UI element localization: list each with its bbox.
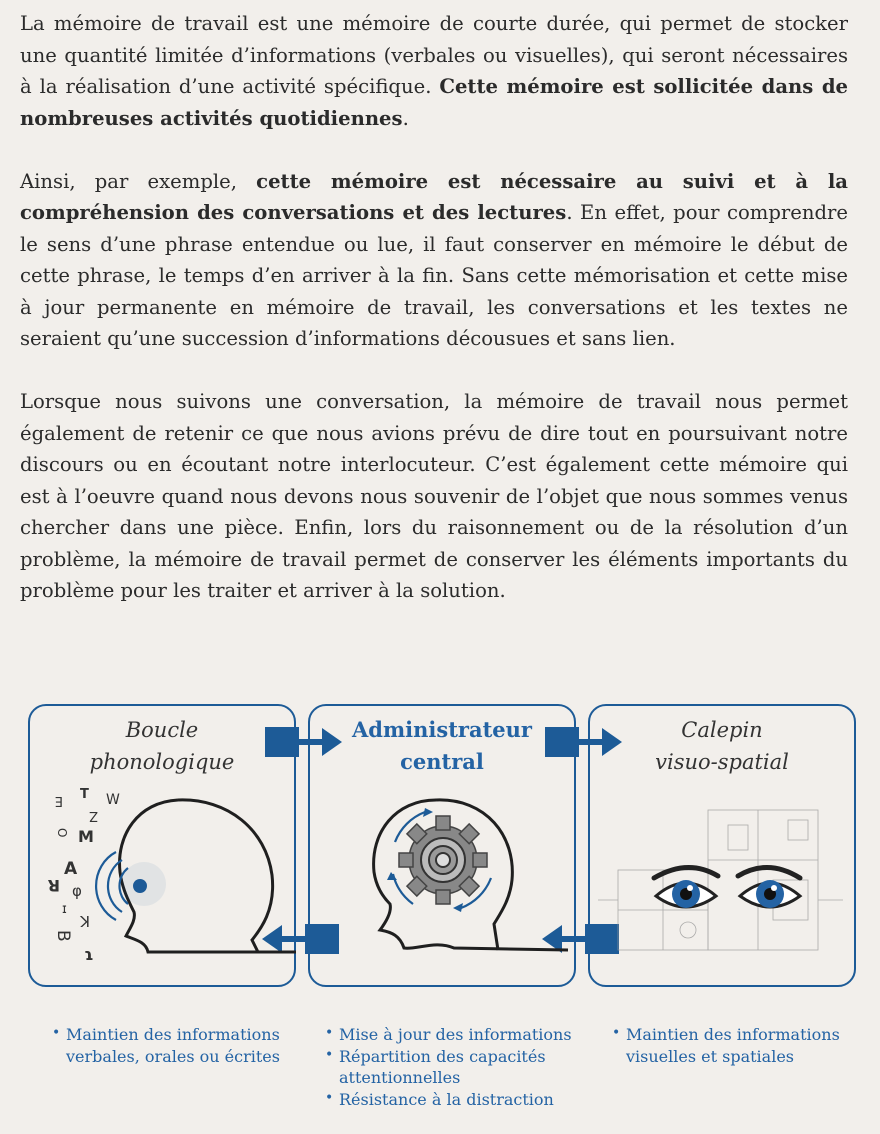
letter-k: K bbox=[80, 912, 90, 930]
letter-r: R bbox=[47, 876, 60, 895]
head-gear-icon bbox=[308, 780, 576, 980]
bullets-phonological-loop bbox=[52, 1024, 292, 1067]
list-item: • Résistance à la distraction bbox=[325, 1089, 575, 1111]
list-item: • Mise à jour des informations bbox=[325, 1024, 575, 1046]
panel-title: Boucle phonologique bbox=[89, 718, 235, 774]
panel-title: Calepin visuo-spatial bbox=[655, 718, 789, 774]
right-eye bbox=[740, 880, 800, 908]
letter-phi: φ bbox=[72, 882, 82, 900]
eyes-blueprint-icon bbox=[588, 780, 856, 980]
letter-z: Z bbox=[89, 808, 98, 823]
list-item: • Répartition des capacités attentionnelles bbox=[325, 1046, 575, 1089]
letter-w: W bbox=[106, 792, 120, 808]
list-item: • Maintien des informations verbales, orales ou écrites bbox=[52, 1024, 292, 1067]
paragraph-2: Ainsi, par exemple, cette mémoire est nécessaire au suivi et à la compréhension des conversations et des lectures. En effet, pour comprendre le sens d’une phrase entendue ou lue, il faut conserver en mémoire le début de cette phrase, le temps d’en arriver à la fin. Sans cette mémorisation et cette mise à jour permanente en mémoire de travail, les conversations et les textes ne seraient qu’une succession d’informations décousues et sans lien. bbox=[20, 169, 848, 350]
letter-t: T bbox=[80, 787, 89, 802]
letter-a: A bbox=[64, 859, 78, 879]
letter-o: O bbox=[55, 828, 69, 838]
left-eye bbox=[656, 880, 716, 908]
article-text bbox=[20, 8, 848, 638]
letter-j: ɿ bbox=[84, 945, 94, 964]
paragraph-3: Lorsque nous suivons une conversation, la mémoire de travail nous permet également de retenir ce que nous avions prévu de dire tout en poursuivant notre discours ou en écoutant notre interlocuteur. C’est également cette mémoire qui est à l’oeuvre quand nous devons nous souvenir de l’objet que nous sommes venus chercher dans une pièce. Enfin, lors du raisonnement ou de la résolution d’un problème, la mémoire de travail permet de conserver les éléments importants du problème pour les traiter et arriver à la solution. bbox=[20, 390, 848, 602]
letter-e: E bbox=[54, 793, 63, 808]
panel-title: Administrateur central bbox=[351, 717, 532, 774]
head-listening-icon bbox=[28, 780, 296, 980]
letter-i: ɪ bbox=[62, 902, 67, 917]
bullets-visuospatial-sketchpad bbox=[612, 1024, 852, 1067]
list-item: • Maintien des informations visuelles et spatiales bbox=[612, 1024, 852, 1067]
letter-b: B bbox=[53, 930, 73, 942]
letter-m: M bbox=[78, 827, 94, 846]
bullets-central-executive bbox=[325, 1024, 575, 1110]
paragraph-1: La mémoire de travail est une mémoire de courte durée, qui permet de stocker une quantité limitée d’informations (verbales ou visuelles), qui seront nécessaires à la réalisation d’une activité spécifique. Cette mémoire est sollicitée dans de nombreuses activités quotidiennes. bbox=[20, 12, 848, 130]
